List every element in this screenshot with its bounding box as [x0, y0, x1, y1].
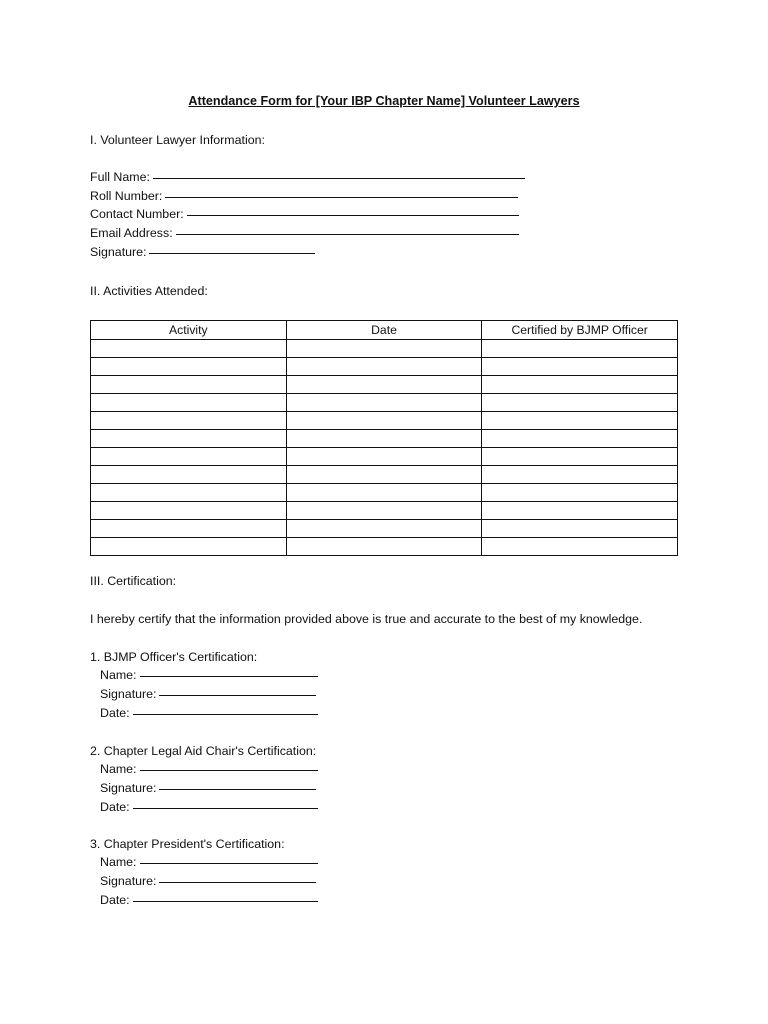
activity-cell[interactable] — [91, 358, 287, 376]
certified-cell[interactable] — [482, 538, 678, 556]
president-name-line[interactable] — [140, 863, 318, 864]
table-row — [91, 430, 678, 448]
contact-number-field[interactable] — [90, 207, 519, 221]
certified-cell[interactable] — [482, 484, 678, 502]
date-cell[interactable] — [286, 538, 482, 556]
bjmp-certification-heading: 1. BJMP Officer's Certification: — [90, 650, 258, 664]
bjmp-date-label: Date: — [100, 706, 130, 720]
legal-aid-chair-signature-label: Signature: — [100, 781, 157, 795]
full-name-field[interactable] — [90, 170, 525, 184]
certified-cell[interactable] — [482, 340, 678, 358]
president-date-label: Date: — [100, 893, 130, 907]
signature-line[interactable] — [149, 253, 315, 254]
legal-aid-chair-signature-field[interactable] — [100, 781, 316, 795]
certified-cell[interactable] — [482, 448, 678, 466]
date-cell[interactable] — [286, 448, 482, 466]
activity-cell[interactable] — [91, 394, 287, 412]
president-name-label: Name: — [100, 855, 137, 869]
email-address-label: Email Address: — [90, 226, 173, 240]
bjmp-name-line[interactable] — [140, 676, 318, 677]
table-row — [91, 376, 678, 394]
table-row — [91, 448, 678, 466]
section-volunteer-info-heading: I. Volunteer Lawyer Information: — [90, 133, 265, 147]
table-row — [91, 340, 678, 358]
activities-table — [90, 320, 678, 556]
bjmp-name-field[interactable] — [100, 668, 318, 682]
president-date-line[interactable] — [133, 901, 318, 902]
date-cell[interactable] — [286, 484, 482, 502]
legal-aid-chair-date-field[interactable] — [100, 800, 318, 814]
table-row — [91, 502, 678, 520]
activity-cell[interactable] — [91, 448, 287, 466]
roll-number-field[interactable] — [90, 189, 518, 203]
activity-cell[interactable] — [91, 340, 287, 358]
activity-cell[interactable] — [91, 430, 287, 448]
certified-cell[interactable] — [482, 394, 678, 412]
certified-cell[interactable] — [482, 502, 678, 520]
legal-aid-chair-name-label: Name: — [100, 762, 137, 776]
date-column-header: Date — [286, 321, 482, 340]
bjmp-signature-line[interactable] — [159, 695, 316, 696]
legal-aid-chair-certification-heading: 2. Chapter Legal Aid Chair's Certification: — [90, 744, 317, 758]
activity-cell[interactable] — [91, 538, 287, 556]
bjmp-date-line[interactable] — [133, 714, 318, 715]
certified-cell[interactable] — [482, 412, 678, 430]
activity-column-header: Activity — [91, 321, 287, 340]
table-row — [91, 538, 678, 556]
activity-cell[interactable] — [91, 412, 287, 430]
full-name-label: Full Name: — [90, 170, 150, 184]
signature-field[interactable] — [90, 245, 315, 259]
activity-cell[interactable] — [91, 376, 287, 394]
full-name-line[interactable] — [153, 178, 525, 179]
president-signature-label: Signature: — [100, 874, 157, 888]
certified-cell[interactable] — [482, 358, 678, 376]
date-cell[interactable] — [286, 502, 482, 520]
roll-number-line[interactable] — [165, 197, 518, 198]
section-activities-heading: II. Activities Attended: — [90, 284, 208, 298]
activity-cell[interactable] — [91, 520, 287, 538]
activity-cell[interactable] — [91, 466, 287, 484]
activity-cell[interactable] — [91, 502, 287, 520]
table-header-row — [91, 321, 678, 340]
table-row — [91, 358, 678, 376]
president-certification-heading: 3. Chapter President's Certification: — [90, 837, 285, 851]
date-cell[interactable] — [286, 376, 482, 394]
bjmp-signature-field[interactable] — [100, 687, 316, 701]
form-title: Attendance Form for [Your IBP Chapter Name] Volunteer Lawyers — [188, 94, 580, 108]
roll-number-label: Roll Number: — [90, 189, 163, 203]
date-cell[interactable] — [286, 466, 482, 484]
certified-column-header: Certified by BJMP Officer — [482, 321, 678, 340]
date-cell[interactable] — [286, 358, 482, 376]
president-name-field[interactable] — [100, 855, 318, 869]
certified-cell[interactable] — [482, 520, 678, 538]
activity-cell[interactable] — [91, 484, 287, 502]
date-cell[interactable] — [286, 394, 482, 412]
contact-number-line[interactable] — [187, 215, 519, 216]
bjmp-name-label: Name: — [100, 668, 137, 682]
bjmp-date-field[interactable] — [100, 706, 318, 720]
president-signature-line[interactable] — [159, 882, 316, 883]
certified-cell[interactable] — [482, 430, 678, 448]
bjmp-signature-label: Signature: — [100, 687, 157, 701]
legal-aid-chair-signature-line[interactable] — [159, 789, 316, 790]
president-signature-field[interactable] — [100, 874, 316, 888]
legal-aid-chair-date-label: Date: — [100, 800, 130, 814]
date-cell[interactable] — [286, 430, 482, 448]
table-row — [91, 484, 678, 502]
table-row — [91, 466, 678, 484]
email-address-line[interactable] — [176, 234, 519, 235]
certified-cell[interactable] — [482, 466, 678, 484]
certification-statement: I hereby certify that the information provided above is true and accurate to the best of my knowledge. — [90, 612, 643, 626]
table-row — [91, 394, 678, 412]
table-row — [91, 520, 678, 538]
legal-aid-chair-name-field[interactable] — [100, 762, 318, 776]
signature-label: Signature: — [90, 245, 147, 259]
certified-cell[interactable] — [482, 376, 678, 394]
contact-number-label: Contact Number: — [90, 207, 184, 221]
date-cell[interactable] — [286, 340, 482, 358]
table-row — [91, 412, 678, 430]
email-address-field[interactable] — [90, 226, 519, 240]
section-certification-heading: III. Certification: — [90, 574, 177, 588]
president-date-field[interactable] — [100, 893, 318, 907]
legal-aid-chair-name-line[interactable] — [140, 770, 318, 771]
date-cell[interactable] — [286, 412, 482, 430]
legal-aid-chair-date-line[interactable] — [133, 808, 318, 809]
date-cell[interactable] — [286, 520, 482, 538]
